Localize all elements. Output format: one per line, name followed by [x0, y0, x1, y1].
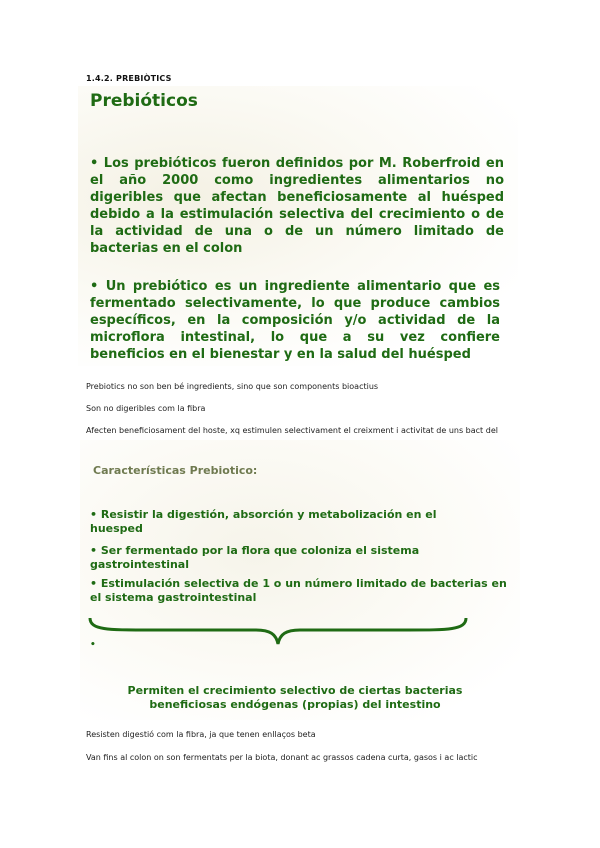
note-line: Van fins al colon on son fermentats per la biota, donant ac grassos cadena curta, gasos i ac lactic — [86, 753, 478, 762]
slide-paragraph-definition: • Los prebióticos fueron definidos por M. Roberfroid en el año 2000 como ingredientes alimentarios no digeribles que afectan beneficiosamente al huésped debido a la estimulación selectiva del crecimiento o de la actividad de una o de un número limitado de bacterias en el colon — [90, 156, 504, 256]
note-line: Prebiotics no son ben bé ingredients, sino que son components bioactius — [86, 382, 379, 391]
slide-paragraph-ingredient: • Un prebiótico es un ingrediente alimentario que es fermentado selectivamente, lo que produce cambios específicos, en la composición y/o actividad de la microflora intestinal, lo que a su vez confiere beneficios en el bienestar y en la salud del huésped — [90, 279, 500, 362]
characteristic-item: • Resistir la digestión, absorción y metabolización en el huesped — [90, 508, 437, 535]
note-line: Resisten digestió com la fibra, ja que tenen enllaços beta — [86, 730, 316, 739]
section-heading: 1.4.2. PREBIÒTICS — [86, 74, 172, 83]
slide-title: Prebióticos — [90, 91, 198, 111]
brace-icon — [88, 616, 468, 646]
note-line: Afecten beneficiosament del hoste, xq estimulen selectivament el creixment i activitat de uns bact del — [86, 426, 498, 435]
characteristic-item: • Estimulación selectiva de 1 o un número limitado de bacterias en el sistema gastrointestinal — [90, 577, 507, 604]
lone-bullet: • — [90, 640, 96, 650]
conclusion-text: Permiten el crecimiento selectivo de ciertas bacterias beneficiosas endógenas (propias) del intestino — [127, 684, 463, 711]
characteristics-title: Características Prebiotico: — [93, 464, 258, 477]
note-line: Son no digeribles com la fibra — [86, 404, 206, 413]
characteristic-item: • Ser fermentado por la flora que coloniza el sistema gastrointestinal — [90, 544, 420, 571]
